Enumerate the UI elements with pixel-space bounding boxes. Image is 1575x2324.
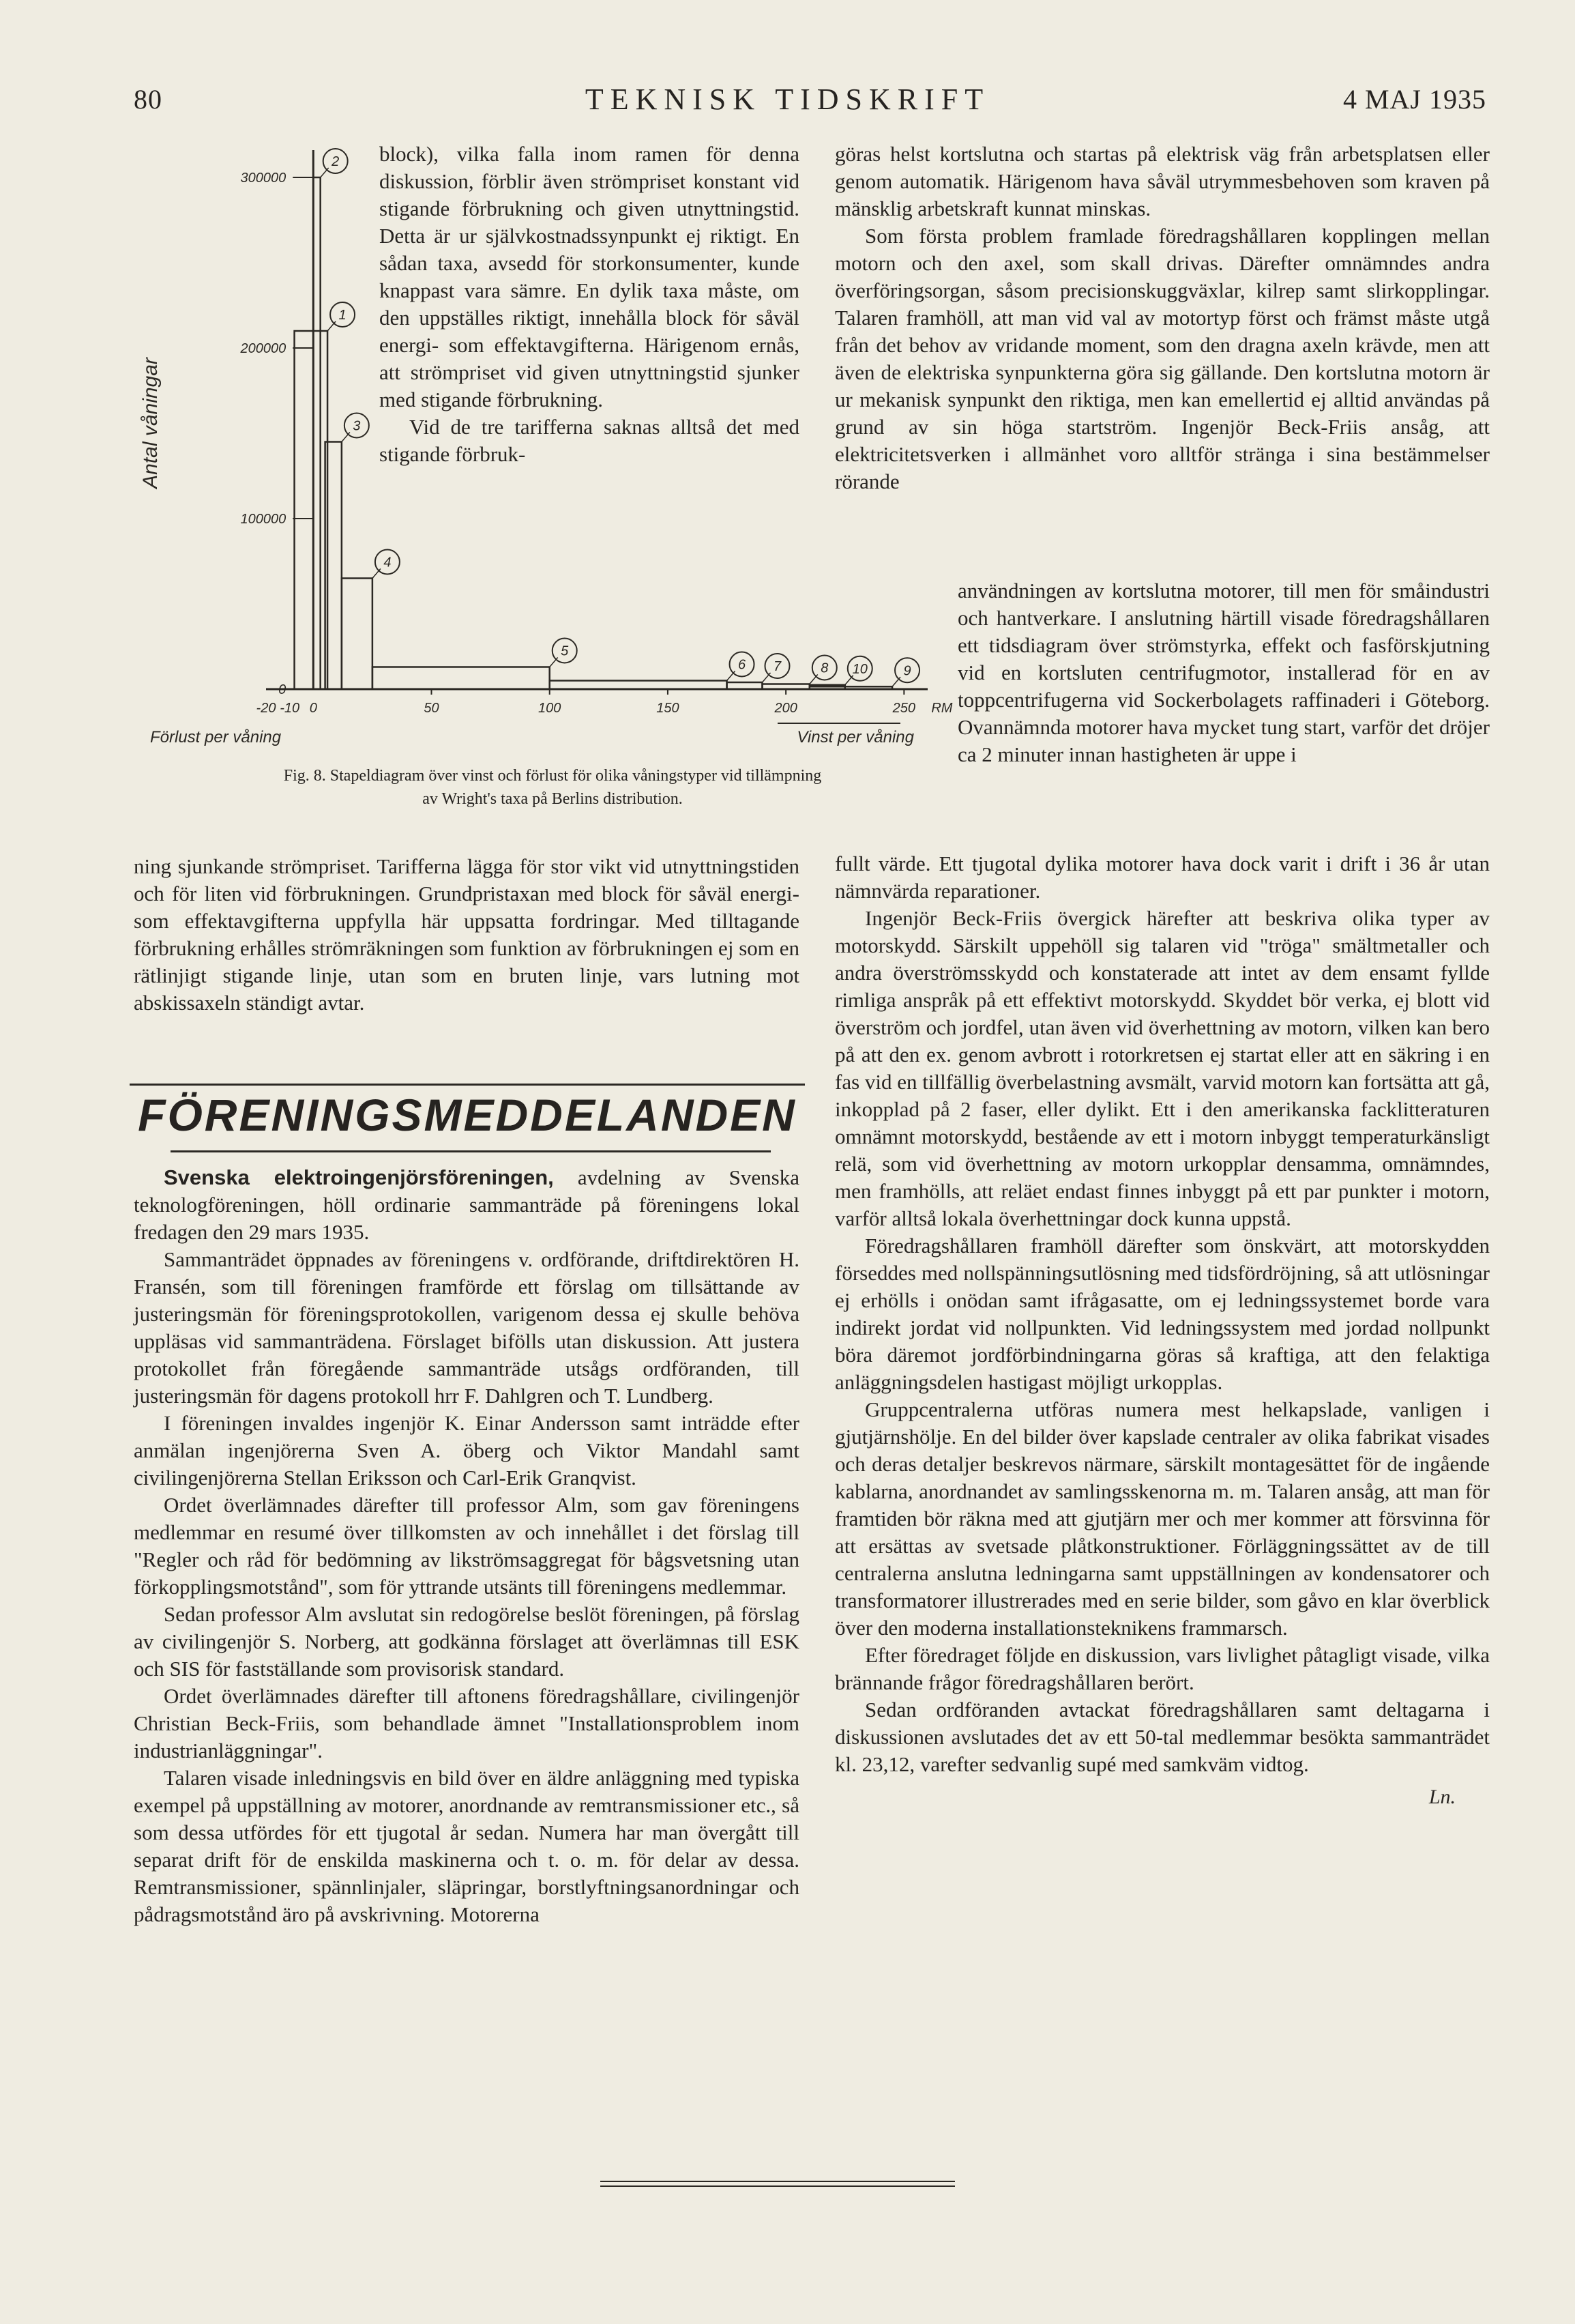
section-rule-top	[130, 1084, 805, 1086]
paragraph: Efter föredraget följde en diskussion, vars livlighet påtagligt visade, vilka brännande frågor föredragshållaren berört.	[835, 1643, 1490, 1694]
bar-8	[763, 684, 810, 690]
marker-label: 9	[903, 663, 911, 679]
marker-label: 7	[773, 659, 782, 674]
issue-date: 4 MAJ 1935	[1342, 84, 1486, 115]
section-rule-bottom	[171, 1150, 771, 1152]
paragraph: ning sjunkande strömpriset. Tarifferna lägga för stor vikt vid utnyttningstiden och för liten vid förbrukningen. Grundpristaxan med block för såväl energi- som effektavgifterna uppfylla här uppsatta fordringar. Med tilltagande förbrukning erhålles strömräkningen som funktion av förbrukningen ej som en rätlinjigt stigande linje, utan som en bruten linje, vars lutning mot abskissaxeln ständigt avtar.	[134, 854, 799, 1015]
marker-label: 2	[332, 154, 340, 169]
marker-label: 4	[383, 555, 392, 570]
marker-label: 10	[852, 661, 868, 677]
left-continuation	[134, 853, 799, 1017]
x-tick-label: -20	[256, 701, 276, 716]
signature: Ln.	[1428, 1786, 1456, 1808]
right-top-text	[835, 141, 1490, 495]
x-tick-label: 50	[424, 701, 439, 716]
x-tick-label: 100	[538, 701, 561, 716]
y-tick-label: 200000	[240, 341, 286, 356]
paragraph: Som första problem framlade föredragshållaren kopplingen mellan motorn och den axel, som skall drivas. Därefter omnämndes andra överföringsorgan, såsom precisionskuggväxlar, kilrep samt slirkopplingar. Talaren framhöll, att man vid val av motortyp först och främst måste utgå från det behov av vridande moment, som den dragna axeln krävde, men att även de elektriska synpunkterna göra sig gällande. Den kortslutna motorn är ur mekanisk synpunkt den riktiga, men kan emellertid ej alltid användas på grund av sin höga startström. Ingenjör Beck-Friis ansåg, att elektricitetsverken i allmänhet voro alltför stränga i sina bestämmelser rörande	[835, 224, 1490, 493]
y-tick-label: 0	[278, 682, 286, 697]
paragraph: användningen av kortslutna motorer, till men för småindustri och hantverkare. I anslutning härtill visade föredragshållaren ett tidsdiagram över strömstyrka, effekt och fasförskjutning vid en kortsluten centrifugmotor, installerad för en av toppcentrifugerna vid Sockerbolagets raffinaderi i Göteborg. Ovannämnda motorer hava mycket tung start, varför det dröjer ca 2 minuter innan hastigheten är uppe i	[958, 579, 1490, 766]
marker-label: 5	[561, 643, 569, 659]
marker-leader	[327, 321, 336, 331]
marker-leader	[321, 168, 329, 177]
marker-leader	[845, 676, 853, 685]
x-tick-label: 150	[656, 701, 679, 716]
marker-leader	[342, 433, 350, 442]
lead-paragraph	[134, 1164, 799, 1246]
paragraph: Ordet överlämnades därefter till aftonens föredragshållare, civilingenjör Christian Beck-Friis, som behandlade ämnet "Installationsproblem inom industrianläggningar".	[134, 1684, 799, 1762]
marker-leader	[372, 569, 381, 579]
section-title: FÖRENINGSMEDDELANDEN	[138, 1090, 797, 1140]
bar-4	[342, 579, 372, 690]
x-tick-label: 250	[892, 701, 916, 716]
paragraph: Sammanträdet öppnades av föreningens v. ordförande, driftdirektören H. Fransén, som till föreningen framförde ett förslag om tillsättande av justeringsmän för föreningsprotokollen, varigenom dessa ej skulle behöva uppläsas vid sammanträdena. Förslaget bifölls utan diskussion. Att justera protokollet från föregående sammanträde utsågs ordföranden, till justeringsmän för dagens protokoll hrr F. Dahlgren och T. Lundberg.	[134, 1247, 799, 1408]
caption-line: Fig. 8. Stapeldiagram över vinst och förlust för olika våningstyper vid tillämpning	[283, 767, 822, 785]
marker-leader	[550, 658, 558, 667]
marker-label: 3	[353, 418, 361, 434]
marker-leader	[810, 675, 818, 684]
bar-1	[295, 331, 328, 689]
x-unit-label: RM	[931, 701, 953, 716]
y-axis-label: Antal våningar	[139, 358, 162, 489]
right-narrow-text	[958, 577, 1490, 768]
x-tick-label: -10	[280, 701, 300, 716]
x-label-loss: Förlust per våning	[150, 728, 282, 746]
x-label-gain: Vinst per våning	[797, 728, 914, 746]
bar-5	[372, 667, 550, 690]
caption-line: av Wright's taxa på Berlins distribution.	[422, 790, 683, 808]
bar-2	[313, 177, 320, 689]
x-tick-label: 200	[774, 701, 797, 716]
paragraph: Föredragshållaren framhöll därefter som önskvärt, att motorskydden förseddes med nollspänningsutlösning med tidsfördröjning, så att utlösningar ej erhölls i onödan samt ifrågasatte, om ej ledningssystemet borde vara indirekt jordat vid nollpunkten. Vid ledningssystem med jordad nollpunkt böra däremot jordförbindningarna göras så kraftiga, att den felaktiga anläggningsdelen hastigast möjligt urkopplas.	[835, 1234, 1490, 1394]
society-name: Svenska elektroingenjörsföreningen,	[164, 1165, 554, 1189]
bar-6	[550, 681, 727, 690]
marker-leader	[763, 673, 771, 682]
left-top-text	[379, 141, 799, 468]
paragraph: Gruppcentralerna utföras numera mest helkapslade, vanligen i gjutjärnshölje. En del bilder över kapslade centraler av olika fabrikat visades och deras detaljer beskrevos närmare, särskilt montagesättet för de ingående kablarna, anordnandet av samlingsskenorna m. m. Talaren ansåg, att man för framtiden bör räkna med att gjutjärn mer och mer kommer att försvinna för att ersättas av svetsade plåtkonstruktioner. Förläggningssättet av de till centralerna anslutna ledningarna samt uppställningen av kondensatorer och transformatorer illustrerades med en serie bilder, som gåvo en klar överblick över den moderna installationsteknikens frammarsch.	[835, 1397, 1490, 1640]
marker-label: 1	[338, 308, 347, 323]
right-main-text	[835, 850, 1490, 1811]
journal-title: TEKNISK TIDSKRIFT	[585, 83, 990, 116]
lead-text: avdelning av Svenska teknologföreningen, höll ordinarie sammanträde på föreningens lokal fredagen den 29 mars 1935.	[134, 1165, 799, 1244]
left-section-text	[134, 1164, 799, 1928]
marker-label: 8	[821, 660, 829, 676]
paragraph: Vid de tre tarifferna saknas alltså det med stigande förbruk-	[379, 415, 799, 466]
bottom-rule	[600, 2181, 955, 2182]
paragraph: block), vilka falla inom ramen för denna diskussion, förblir även strömpriset konstant vid stigande förbrukning och given utnyttningstid. Detta är ur självkostnadssynpunkt ej riktigt. En sådan taxa, avsedd för storkonsumenter, kunde knappast vara sämre. En dylik taxa måste, om den uppställes riktigt, innehålla block för såväl energi- som effektavgifterna. Härigenom ernås, att strömpriset vid given utnyttningstid sjunker med stigande förbrukning.	[379, 142, 799, 411]
paragraph: Sedan ordföranden avtackat föredragshållaren samt deltagarna i diskussionen avslutades det av ett 50-tal medlemmar besökta sammanträdet kl. 23,12, varefter sedvanlig supé med samkväm vidtog.	[835, 1698, 1490, 1776]
figure-caption	[150, 764, 955, 811]
paragraph: fullt värde. Ett tjugotal dylika motorer hava dock varit i drift i 36 år utan nämnvärda reparationer.	[835, 852, 1490, 903]
marker-label: 6	[737, 657, 746, 673]
y-tick-label: 100000	[240, 512, 286, 527]
paragraph: Talaren visade inledningsvis en bild över en äldre anläggning med typiska exempel på uppställning av motorer, anordnande av remtransmissioner etc., så som dessa utfördes för ett tjugotal år sedan. Numera har man övergått till separat drift för de enskilda maskinerna och t. o. m. för delar av dessa. Remtransmissioner, spännlinjaler, släpringar, borstlyftningsanordningar och pådragsmotstånd äro på avskrivning. Motorerna	[134, 1766, 799, 1926]
paragraph: I föreningen invaldes ingenjör K. Einar Andersson samt inträdde efter anmälan ingenjörerna Sven A. öberg och Viktor Mandahl samt civilingenjörerna Stellan Eriksson och Carl-Erik Granqvist.	[134, 1411, 799, 1490]
y-tick-label: 300000	[240, 171, 286, 186]
paragraph: Ingenjör Beck-Friis övergick härefter att beskriva olika typer av motorskydd. Särskilt uppehöll sig talaren vid "tröga" smältmetaller och andra överströmsskydd och konstaterade att intet av dem ensamt fyllde rimliga anspråk på ett effektivt motorskydd. Skyddet bör verka, ej blott vid överström och jordfel, utan även vid överhettning av motorn, vilken kan bero på att den ex. genom avbrott i rotorkretsen ej startat eller att en säkring i en fas vid en tillfällig överbelastning avsmält, varvid motorn kan fortsätta att gå, inkopplad på 2 faser, eller dylikt. Ett i den amerikanska facklitteraturen omnämnt motorskydd, bestående av ett i motorn inbyggt temperaturkänsligt relä, som vid överhettning av motorn urkopplar densamma, omnämndes, men framhölls, att reläet endast finnes inbyggt på ett par punkter i motorn, varför alltså lokala överhettningar dock kunna uppstå.	[835, 906, 1490, 1230]
marker-leader	[727, 671, 735, 681]
marker-leader	[892, 677, 900, 686]
page-number: 80	[134, 84, 162, 115]
x-tick-label: 0	[309, 701, 317, 716]
paragraph: göras helst kortslutna och startas på elektrisk väg från arbetsplatsen eller genom automatik. Härigenom hava såväl utrymmesbehoven som kraven på mänsklig arbetskraft kunnat minskas.	[835, 142, 1490, 220]
paragraph: Sedan professor Alm avslutat sin redogörelse beslöt föreningen, på förslag av civilingenjör S. Norberg, att godkänna förslaget att överlämnas till ESK och SIS för fastställande som provisorisk standard.	[134, 1602, 799, 1681]
bottom-rule	[600, 2185, 955, 2187]
paragraph: Ordet överlämnades därefter till professor Alm, som gav föreningens medlemmar en resumé över tillkomsten av och innehållet i det förslag till "Regler och råd för bedömning av likströmsaggregat för bågsvetsning utan förkopplingsmotstånd", som för yttrande utsänts till föreningens medlemmar.	[134, 1493, 799, 1599]
